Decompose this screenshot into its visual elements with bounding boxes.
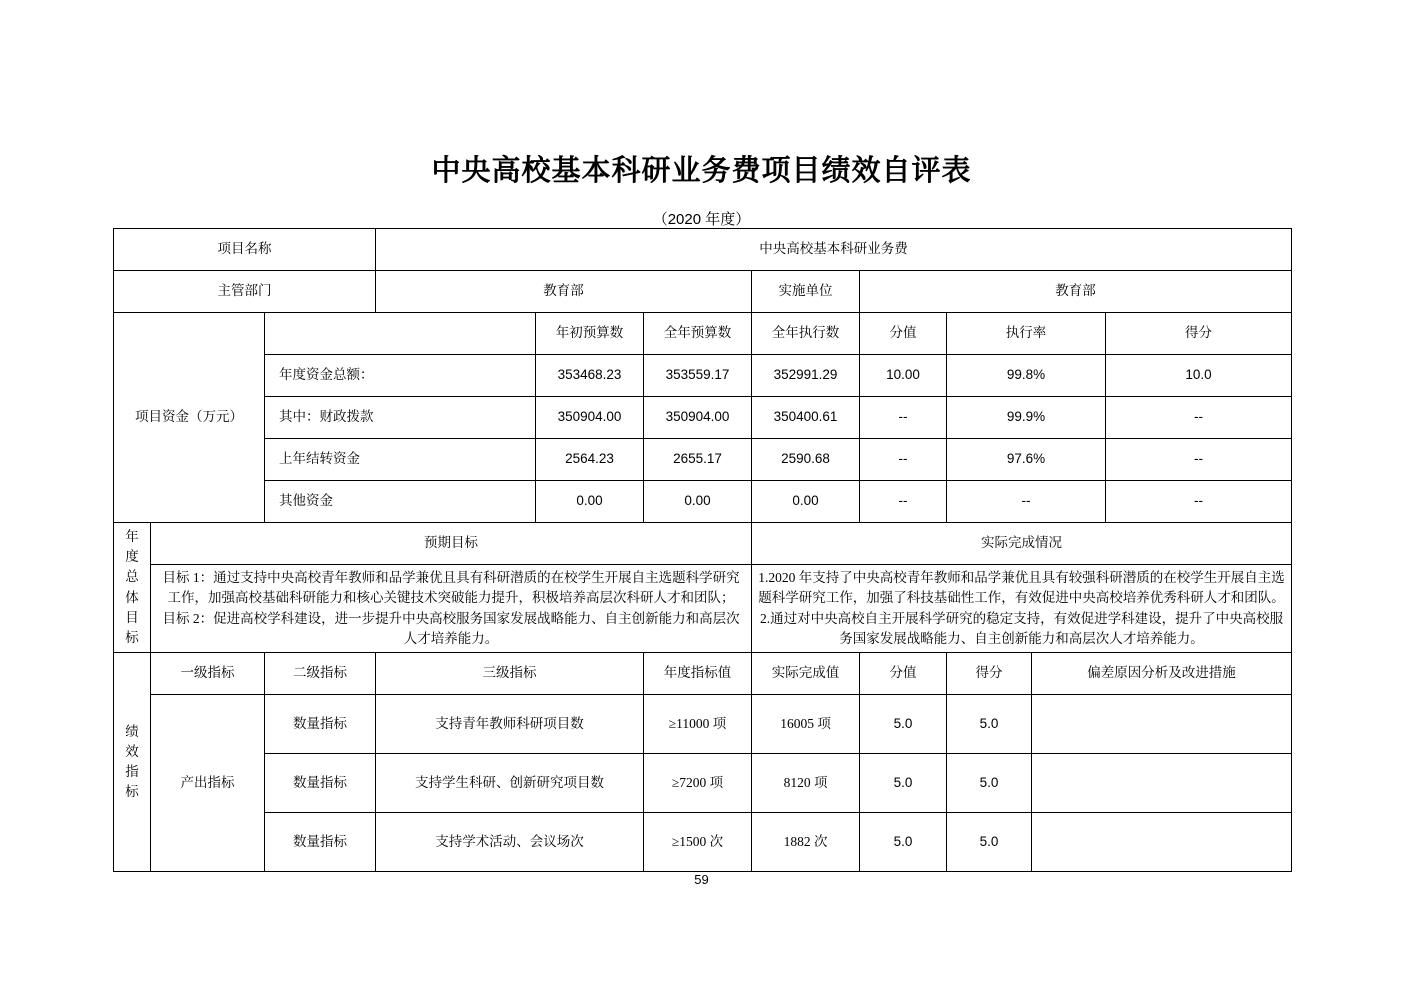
department-value: 教育部 [376, 271, 752, 313]
indicator-level2: 数量指标 [265, 695, 376, 754]
table-row-goal-header [114, 523, 1292, 565]
table-row-funds-total [114, 355, 1292, 397]
actual-result-content [752, 565, 1292, 653]
funds-score: 10.0 [1106, 355, 1292, 397]
indicator-score: 5.0 [947, 813, 1032, 872]
funds-initial-budget: 0.00 [536, 481, 644, 523]
funds-initial-budget: 350904.00 [536, 397, 644, 439]
indicator-score: 5.0 [947, 754, 1032, 813]
funds-score: -- [1106, 397, 1292, 439]
funds-header-annual-budget: 全年预算数 [644, 313, 752, 355]
indicator-score-value: 5.0 [860, 695, 947, 754]
funds-header-execution-rate: 执行率 [947, 313, 1106, 355]
table-row-department [114, 271, 1292, 313]
funds-annual-budget: 0.00 [644, 481, 752, 523]
indicator-header-deviation: 偏差原因分析及改进措施 [1032, 653, 1292, 695]
indicator-header-actual-value: 实际完成值 [752, 653, 860, 695]
table-row-goal-content [114, 565, 1292, 653]
funds-annual-executed: 2590.68 [752, 439, 860, 481]
table-row-funds-other [114, 481, 1292, 523]
funds-score: -- [1106, 481, 1292, 523]
funds-execution-rate: 99.9% [947, 397, 1106, 439]
unit-label: 实施单位 [752, 271, 860, 313]
funds-row-name: 其中：财政拨款 [265, 397, 536, 439]
indicator-header-score-value: 分值 [860, 653, 947, 695]
indicator-annual-target: ≥1500 次 [644, 813, 752, 872]
indicator-score-value: 5.0 [860, 754, 947, 813]
table-row-funds-carryover [114, 439, 1292, 481]
funds-annual-budget: 353559.17 [644, 355, 752, 397]
indicator-annual-target: ≥7200 项 [644, 754, 752, 813]
indicator-level2: 数量指标 [265, 813, 376, 872]
indicator-score-value: 5.0 [860, 813, 947, 872]
unit-value: 教育部 [860, 271, 1292, 313]
indicator-level3: 支持学生科研、创新研究项目数 [376, 754, 644, 813]
actual-result-text-1: 1.2020 年支持了中央高校青年教师和品学兼优且具有较强科研潜质的在校学生开展自主选题科学研究工作，加强了科技基础性工作，有效促进中央高校培养优秀科研人才和团队。 [758, 570, 1285, 606]
page-subtitle: （2020 年度） [652, 211, 751, 228]
indicator-actual-value: 8120 项 [752, 754, 860, 813]
page-number: 59 [694, 872, 709, 887]
funds-label: 项目资金（万元） [114, 313, 265, 523]
table-row-project-name [114, 229, 1292, 271]
expected-goal-text-2: 目标 2：促进高校学科建设，进一步提升中央高校服务国家发展战略能力、自主创新能力和高层次人才培养能力。 [162, 610, 740, 646]
project-name-label: 项目名称 [114, 229, 376, 271]
funds-score: -- [1106, 439, 1292, 481]
indicator-deviation [1032, 813, 1292, 872]
annual-goal-label: 年度总体目标 [114, 523, 151, 653]
expected-goal-text-1: 目标 1：通过支持中央高校青年教师和品学兼优且具有科研潜质的在校学生开展自主选题科学研究工作，加强高校基础科研能力和核心关键技术突破能力提升，积极培养高层次科研人才和团队； [162, 570, 740, 606]
actual-result-text-2: 2.通过对中央高校自主开展科学研究的稳定支持，有效促进学科建设，提升了中央高校服务国家发展战略能力、自主创新能力和高层次人才培养能力。 [759, 610, 1284, 646]
funds-initial-budget: 2564.23 [536, 439, 644, 481]
funds-annual-executed: 0.00 [752, 481, 860, 523]
indicator-header-level2: 二级指标 [265, 653, 376, 695]
funds-annual-budget: 2655.17 [644, 439, 752, 481]
indicator-header-score: 得分 [947, 653, 1032, 695]
indicator-level2: 数量指标 [265, 754, 376, 813]
indicator-deviation [1032, 754, 1292, 813]
funds-annual-budget: 350904.00 [644, 397, 752, 439]
indicator-level3: 支持青年教师科研项目数 [376, 695, 644, 754]
funds-annual-executed: 350400.61 [752, 397, 860, 439]
funds-row-name: 其他资金 [265, 481, 536, 523]
funds-execution-rate: 99.8% [947, 355, 1106, 397]
funds-row-name: 上年结转资金 [265, 439, 536, 481]
project-name-value: 中央高校基本科研业务费 [376, 229, 1292, 271]
funds-header-score: 得分 [1106, 313, 1292, 355]
table-row-indicator-header [114, 653, 1292, 695]
table-row-funds-fiscal [114, 397, 1292, 439]
indicator-annual-target: ≥11000 项 [644, 695, 752, 754]
funds-score-value: -- [860, 439, 947, 481]
funds-initial-budget: 353468.23 [536, 355, 644, 397]
table-row-funds-header [114, 313, 1292, 355]
indicator-header-level3: 三级指标 [376, 653, 644, 695]
indicator-actual-value: 16005 项 [752, 695, 860, 754]
funds-score-value: 10.00 [860, 355, 947, 397]
funds-header-annual-executed: 全年执行数 [752, 313, 860, 355]
performance-label: 绩效指标 [114, 653, 151, 872]
expected-goal-header: 预期目标 [151, 523, 752, 565]
indicator-deviation [1032, 695, 1292, 754]
output-indicator-label: 产出指标 [151, 695, 265, 872]
table-row-indicator [114, 813, 1292, 872]
funds-header-blank [265, 313, 536, 355]
table-row-indicator [114, 695, 1292, 754]
page-title: 中央高校基本科研业务费项目绩效自评表 [431, 155, 972, 187]
actual-result-header: 实际完成情况 [752, 523, 1292, 565]
department-label: 主管部门 [114, 271, 376, 313]
performance-table [113, 228, 1292, 872]
table-row-indicator [114, 754, 1292, 813]
funds-execution-rate: 97.6% [947, 439, 1106, 481]
funds-score-value: -- [860, 397, 947, 439]
indicator-header-level1: 一级指标 [151, 653, 265, 695]
funds-header-initial-budget: 年初预算数 [536, 313, 644, 355]
funds-score-value: -- [860, 481, 947, 523]
funds-header-score-value: 分值 [860, 313, 947, 355]
indicator-score: 5.0 [947, 695, 1032, 754]
indicator-header-annual-target: 年度指标值 [644, 653, 752, 695]
funds-annual-executed: 352991.29 [752, 355, 860, 397]
indicator-actual-value: 1882 次 [752, 813, 860, 872]
funds-row-name: 年度资金总额： [265, 355, 536, 397]
funds-execution-rate: -- [947, 481, 1106, 523]
expected-goal-content [151, 565, 752, 653]
indicator-level3: 支持学术活动、会议场次 [376, 813, 644, 872]
